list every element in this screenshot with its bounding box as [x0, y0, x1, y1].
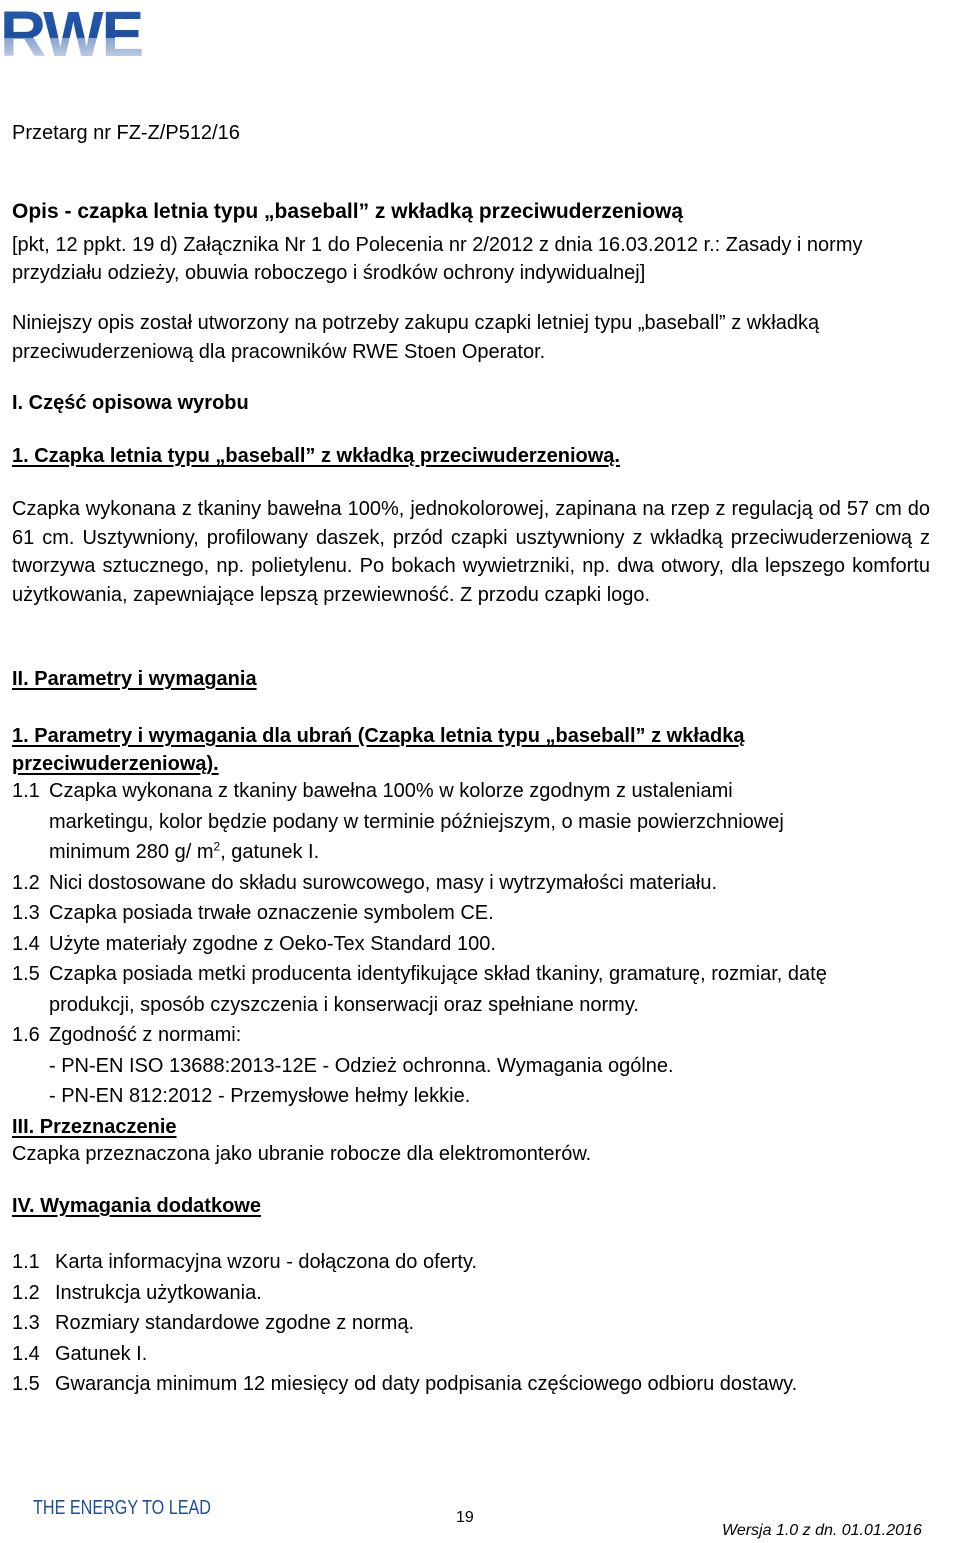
- requirements-list: 1.1 Czapka wykonana z tkaniny bawełna 100% w kolorze zgodnym z ustaleniami marketingu, kolor będzie podany w terminie późniejszym, o masie powierzchniowej minimum 280 g/ $m^2$, gatunek I. 1.2 Nici dostosowane do składu surowcowego, masy i wytrzymałości materiału. 1.3 Czapka posiada trwałe oznaczenie symbolem CE. 1.4 Użyte materiały zgodne z Oeko-Tex Standard 100. 1.5 Czapka posiada metki producenta identyfikujące skład tkaniny, gramaturę, rozmiar, datę produkcji, sposób czyszczenia i konserwacji oraz spełniane normy. 1.6 Zgodność z normami: - PN-EN ISO 13688:2013-12E - Odzież ochronna. Wymagania ogólne. - PN-EN 812:2012 - Przemysłowe hełmy lekkie.: [12, 776, 942, 1112]
- rwe-logo: [0, 0, 175, 68]
- section-2-subheading: 1. Parametry i wymagania dla ubrań (Czapka letnia typu „baseball” z wkładką przeciwuderzeniową).: [12, 725, 745, 775]
- list-item: 1.3 Rozmiary standardowe zgodne z normą.: [12, 1312, 415, 1334]
- section-4-heading: IV. Wymagania dodatkowe: [12, 1195, 261, 1217]
- regulation-reference: [pkt, 12 ppkt. 19 d) Załącznika Nr 1 do Polecenia nr 2/2012 z dnia 16.03.2012 r.: Zasady i normy przydziału odzieży, obuwia roboczego i środków ochrony indywidualnej]: [12, 234, 863, 284]
- intro-paragraph: Niniejszy opis został utworzony na potrzeby zakupu czapki letniej typu „baseball” z wkładką przeciwuderzeniową dla pracowników RWE Stoen Operator.: [12, 312, 820, 363]
- product-description: Czapka wykonana z tkaniny bawełna 100%, jednokolorowej, zapinana na rzep z regulacją od 57 cm do 61 cm. Usztywniony, profilowany daszek, przód czapki usztywniony z wkładką przeciwuderzeniową z tworzywa sztucznego, np. polietylenu. Po bokach wywietrzniki, np. dwa otwory, dla lepszego komfortu użytkowania, zapewniające lepszą przewiewność. Z przodu czapki logo.: [12, 498, 930, 606]
- svg-text:THE ENERGY TO LEAD: THE ENERGY TO LEAD: [33, 1497, 211, 1519]
- tender-number: Przetarg nr FZ-Z/P512/16: [12, 122, 240, 144]
- list-item: 1.1 Czapka wykonana z tkaniny bawełna 100% w kolorze zgodnym z ustaleniami: [12, 780, 733, 802]
- page-number: 19: [456, 1509, 474, 1526]
- section-1-heading: I. Część opisowa wyrobu: [12, 392, 249, 414]
- list-item: 1.3 Czapka posiada trwałe oznaczenie symbolem CE.: [12, 902, 494, 924]
- list-item: 1.4 Gatunek I.: [12, 1342, 148, 1365]
- list-item: 1.2 Instrukcja użytkowania.: [12, 1281, 262, 1304]
- footer-slogan: [33, 1493, 213, 1519]
- list-item: 1.5 Czapka posiada metki producenta identyfikujące skład tkaniny, gramaturę, rozmiar, datę: [12, 963, 827, 985]
- document-title: Opis - czapka letnia typu „baseball” z wkładką przeciwuderzeniową: [12, 200, 684, 223]
- purpose-text: Czapka przeznaczona jako ubranie robocze dla elektromonterów.: [12, 1143, 592, 1165]
- section-3-heading: III. Przeznaczenie: [12, 1116, 177, 1138]
- additional-requirements-list: [12, 1247, 797, 1400]
- section-2-heading: II. Parametry i wymagania: [12, 668, 257, 690]
- version-label: Wersja 1.0 z dn. 01.01.2016: [722, 1522, 922, 1539]
- list-item: 1.1 Karta informacyjna wzoru - dołączona do oferty.: [12, 1251, 478, 1273]
- list-item: 1.4 Użyte materiały zgodne z Oeko-Tex Standard 100.: [12, 932, 496, 955]
- list-item: 1.5 Gwarancja minimum 12 miesięcy od daty podpisania częściowego odbioru dostawy.: [12, 1373, 798, 1395]
- list-item: 1.2 Nici dostosowane do składu surowcowego, masy i wytrzymałości materiału.: [12, 871, 718, 894]
- section-1-subheading: 1. Czapka letnia typu „baseball” z wkładką przeciwuderzeniową.: [12, 445, 620, 467]
- list-item: 1.6 Zgodność z normami:: [12, 1024, 242, 1046]
- logo-text: RWE: [0, 0, 143, 70]
